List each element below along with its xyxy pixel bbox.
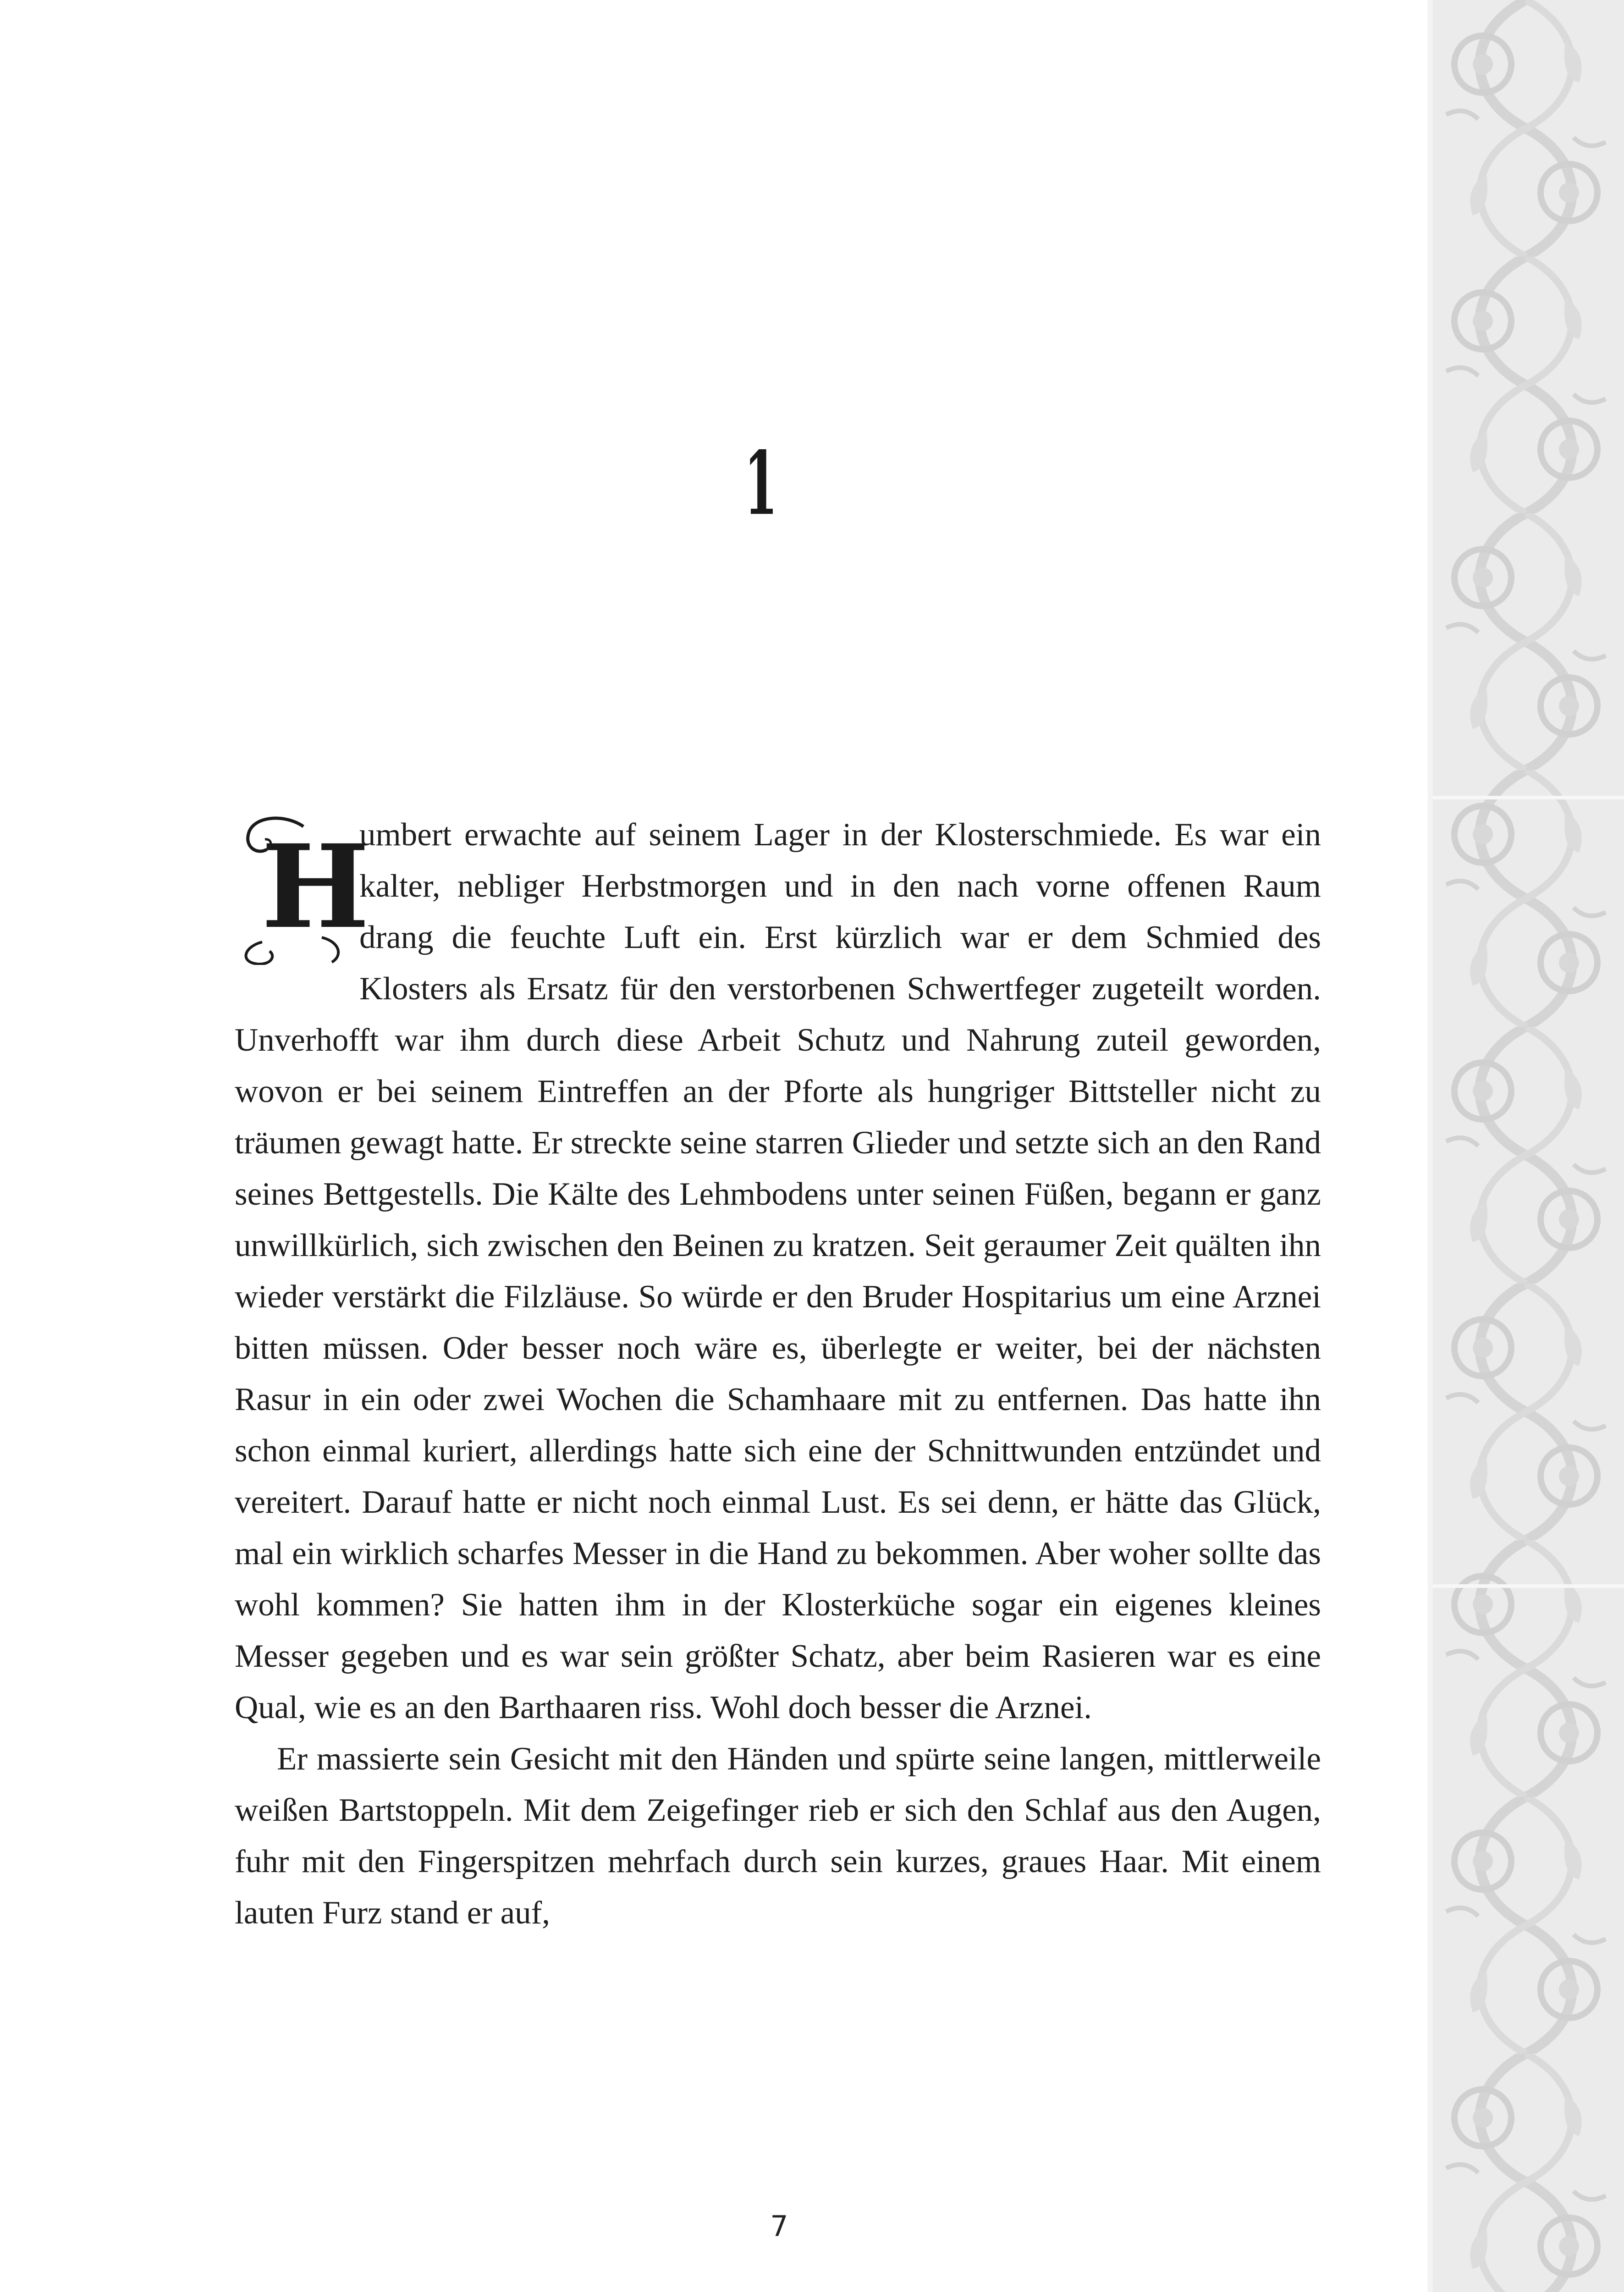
page-number: 7 xyxy=(770,2209,788,2243)
drop-cap-letter: H xyxy=(261,819,370,954)
vine-ornament-icon xyxy=(1428,0,1624,2292)
paragraph-text: umbert erwachte auf seinem Lager in der Klosterschmiede. Es war ein kalter, nebliger Herbstmorgen und in den nach vorne offenen Raum drang die feuchte Luft ein. Erst kürzlich war er dem Schmied des Klosters als Ersatz für den verstorbenen Schwertfeger zugeteilt worden. Unverhofft war ihm durch diese Arbeit Schutz und Nahrung zuteil geworden, wovon er bei seinem Eintreffen an der Pforte als hungriger Bittsteller nicht zu träumen gewagt hatte. Er streckte seine starren Glieder und setzte sich an den Rand seines Bettgestells. Die Kälte des Lehmbodens unter seinen Füßen, begann er ganz unwillkürlich, sich zwischen den Beinen zu kratzen. Seit geraumer Zeit quälten ihn wieder verstärkt die Filzläuse. So würde er den Bruder Hospitarius um eine Arznei bitten müssen. Oder besser noch wäre es, überlegte er weiter, bei der nächsten Rasur in ein oder zwei Wochen die Schamhaare mit zu entfernen. Das hatte ihn schon einmal kuriert, allerdings hatte sich eine der Schnittwunden entzündet und vereitert. Darauf hatte er nicht noch einmal Lust. Es sei denn, er hätte das Glück, mal ein wirklich scharfes Messer in die Hand zu bekommen. Aber woher sollte das wohl kommen? Sie hatten ihm in der Klosterküche sogar ein eigenes kleines Messer gegeben und es war sein größter Schatz, aber beim Rasieren war es eine Qual, wie es an den Barthaaren riss. Wohl doch besser die Arznei. xyxy=(235,817,1321,1725)
chapter-text xyxy=(235,809,1321,1939)
paragraph xyxy=(235,809,1321,1733)
ornamental-border xyxy=(1428,0,1624,2292)
paragraph-text: Er massierte sein Gesicht mit den Händen und spürte seine langen, mittlerweile weißen Bartstoppeln. Mit dem Zeigefinger rieb er sich den Schlaf aus den Augen, fuhr mit den Fingerspitzen mehrfach durch sein kurzes, graues Haar. Mit einem lauten Furz stand er auf, xyxy=(235,1741,1321,1931)
paragraph xyxy=(235,1733,1321,1939)
drop-cap xyxy=(235,811,370,965)
chapter-number: 1 xyxy=(744,432,778,534)
